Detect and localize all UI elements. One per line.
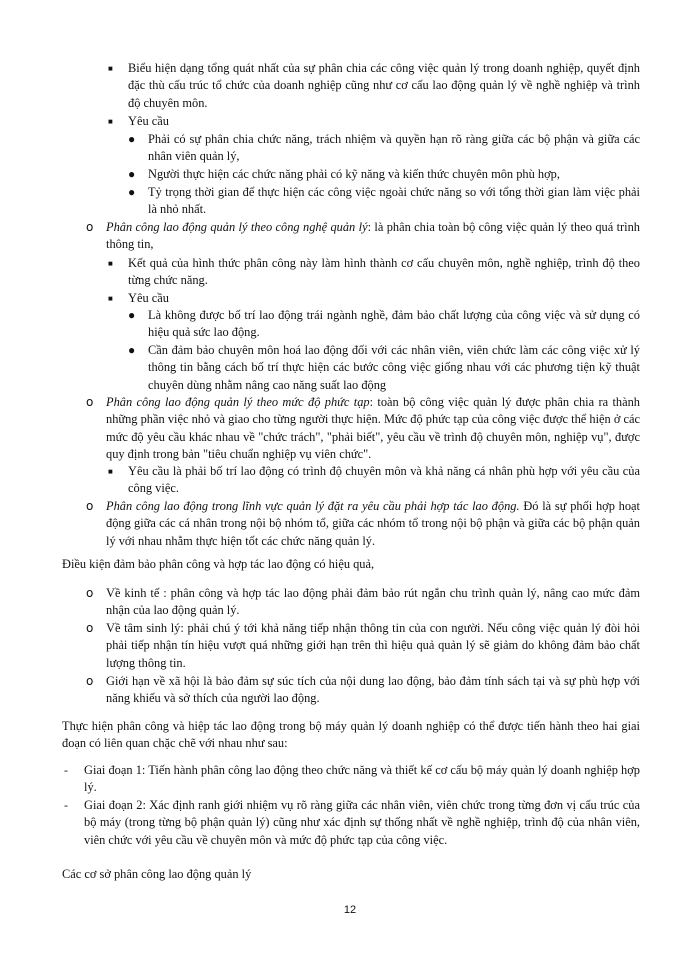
paragraph	[128, 255, 640, 290]
dot-bullet-icon: ●	[128, 132, 136, 146]
paragraph-text: Phải có sự phân chia chức năng, trách nhiệm và quyền hạn rõ ràng giữa các bộ phận và giữa các nhân viên quản lý,	[148, 132, 640, 164]
paragraph-text: Giới hạn về xã hội là bảo đảm sự súc tích của nội dung lao động, bảo đảm tính sách tại và sự phù hợp với năng khiếu và sở thích của người lao động.	[106, 674, 640, 706]
paragraph	[106, 394, 640, 463]
circle-bullet-icon: o	[86, 499, 94, 513]
paragraph-text: Các cơ sở phân công lao động quản lý	[62, 867, 252, 881]
paragraph	[62, 866, 640, 883]
paragraph-text: Cần đảm bảo chuyên môn hoá lao động đối với các nhân viên, viên chức làm các công việc xử lý thông tin bằng cách bố trí thực hiện các bước công việc giống nhau với các phương tiện kỹ thuật chuyên dùng nhằm nâng cao năng suất lao động	[148, 343, 640, 392]
paragraph-text: Giai đoạn 1: Tiến hành phân công lao động theo chức năng và thiết kế cơ cấu bộ máy quản lý doanh nghiệp hợp lý.	[84, 763, 640, 795]
circle-bullet-icon: o	[86, 395, 94, 409]
paragraph	[148, 307, 640, 342]
circle-bullet-icon: o	[86, 674, 94, 688]
paragraph	[148, 131, 640, 166]
emphasis-text: Phân công lao động quản lý theo công nghệ quản lý	[106, 220, 368, 234]
paragraph	[106, 673, 640, 708]
paragraph	[128, 290, 640, 307]
paragraph-text: Tỷ trọng thời gian để thực hiện các công việc ngoài chức năng so với tổng thời gian làm việc phải là nhỏ nhất.	[148, 185, 640, 217]
dot-bullet-icon: ●	[128, 343, 136, 357]
square-bullet-icon: ■	[108, 117, 113, 126]
circle-bullet-icon: o	[86, 220, 94, 234]
dot-bullet-icon: ●	[128, 167, 136, 181]
dot-bullet-icon: ●	[128, 308, 136, 322]
paragraph-text	[106, 219, 640, 254]
paragraph-text: Thực hiện phân công và hiệp tác lao động trong bộ máy quản lý doanh nghiệp có thể được tiến hành theo hai giai đoạn có liên quan chặc chẽ với nhau như sau:	[62, 719, 640, 751]
paragraph-text: Kết quả của hình thức phân công này làm hình thành cơ cấu chuyên môn, nghề nghiệp, trình độ theo từng chức năng.	[128, 256, 640, 288]
paragraph	[84, 797, 640, 849]
square-bullet-icon: ■	[108, 259, 113, 268]
circle-bullet-icon: o	[86, 621, 94, 635]
paragraph-text: Về kinh tế : phân công và hợp tác lao động phải đảm bảo rút ngắn chu trình quản lý, nâng cao mức đảm nhận của lao động quản lý.	[106, 586, 640, 618]
paragraph-text	[106, 394, 640, 463]
paragraph-text	[106, 498, 640, 550]
body-text: Đó là sự phối hợp hoạt động giữa các cá nhân trong nội bộ nhóm tổ, giữa các nhóm tổ trong nội bộ phận và giữa các bộ phận quản lý với nhau nhằm thực hiện tốt các chức năng quản lý.	[106, 499, 641, 548]
square-bullet-icon: ■	[108, 64, 113, 73]
paragraph-text: Là không được bố trí lao động trái ngành nghề, đảm bảo chất lượng của công việc và sử dụng có hiệu quả sức lao động.	[148, 308, 640, 340]
paragraph	[62, 718, 640, 753]
paragraph-text: Yêu cầu là phải bố trí lao động có trình độ chuyên môn và khả năng cá nhân phù hợp với yêu cầu của công việc.	[128, 464, 640, 496]
paragraph	[62, 556, 640, 573]
square-bullet-icon: ■	[108, 294, 113, 303]
paragraph-text: Người thực hiện các chức năng phải có kỹ năng và kiến thức chuyên môn phù hợp,	[148, 167, 560, 181]
body-text: : toàn bộ công việc quản lý được phân chia ra thành những phần việc nhỏ và giao cho từng người thực hiện. Mức độ phức tạp của công việc được thể hiện ở các mức độ yêu cầu khác nhau về "chức trách", "phải biết", yêu cầu về trình độ chuyên môn, nghiệp vụ", được quy định trong bản "tiêu chuẩn nghiệp vụ viên chức".	[106, 395, 640, 461]
paragraph	[148, 342, 640, 394]
paragraph	[106, 498, 640, 550]
circle-bullet-icon: o	[86, 586, 94, 600]
body-text: : là phân chia toàn bộ công việc quản lý theo quá trình thông tin,	[106, 220, 640, 252]
page-number: 12	[343, 904, 357, 916]
square-bullet-icon: ■	[108, 467, 113, 476]
emphasis-text: Phân công lao động quản lý theo mức độ phức tạp	[106, 395, 370, 409]
paragraph	[84, 762, 640, 797]
paragraph-text: Về tâm sinh lý: phải chú ý tới khả năng tiếp nhận thông tin của con người. Nếu công việc quản lý đòi hỏi phải tiếp nhận tín hiệu vượt quá những giới hạn trên thì hiệu quả quản lý sẽ giảm do không đảm bảo chất lượng thông tin.	[106, 621, 640, 670]
paragraph	[128, 463, 640, 498]
paragraph-text: Giai đoạn 2: Xác định ranh giới nhiệm vụ rõ ràng giữa các nhân viên, viên chức trong từng đơn vị cấu trúc của bộ máy (trong từng bộ phận quản lý) cũng như xác định sự thống nhất về nghề nghiệp, trình độ của nhân viên, viên chức với yêu cầu về chuyên môn và mức độ phức tạp của công việc.	[84, 798, 640, 847]
paragraph	[106, 219, 640, 254]
emphasis-text: Phân công lao động trong lĩnh vực quản lý đặt ra yêu cầu phải hợp tác lao động.	[106, 499, 520, 513]
paragraph	[128, 60, 640, 112]
dot-bullet-icon: ●	[128, 185, 136, 199]
paragraph-text: Yêu cầu	[128, 114, 169, 128]
paragraph	[148, 166, 640, 183]
dash-bullet-icon: -	[64, 763, 68, 777]
dash-bullet-icon: -	[64, 798, 68, 812]
paragraph-text: Yêu cầu	[128, 291, 169, 305]
paragraph	[106, 620, 640, 672]
paragraph	[128, 113, 640, 130]
paragraph	[148, 184, 640, 219]
paragraph-text: Biểu hiện dạng tổng quát nhất của sự phân chia các công việc quản lý trong doanh nghiệp, quyết định đặc thù cấu trúc tổ chức của doanh nghiệp cũng như cơ cấu lao động quản lý về nghề nghiệp và trình độ chuyên môn.	[128, 61, 640, 110]
paragraph	[106, 585, 640, 620]
paragraph-text: Điều kiện đảm bảo phân công và hợp tác lao động có hiệu quả,	[62, 557, 375, 571]
